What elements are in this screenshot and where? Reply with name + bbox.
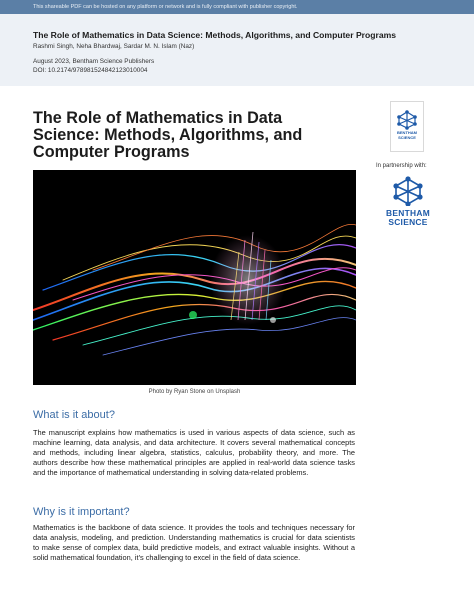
large-logo-line2: SCIENCE [388,217,428,227]
page-title: The Role of Mathematics in Data Science: Methods, Algorithms, and Computer Programs [33,109,303,161]
publisher-logo-small[interactable] [390,101,424,152]
hero-image [33,170,356,385]
publication-doi[interactable]: DOI: 10.2174/97898152484212301000​4 [33,67,148,74]
publication-date: August 2023, Bentham Science Publishers [33,58,155,65]
bentham-molecule-large-icon [380,176,436,206]
publication-meta [33,57,474,75]
small-logo-line1: BENTHAM [397,130,417,135]
partnership-label: In partnership with: [376,163,427,169]
light-painting-image [33,170,356,385]
publication-header [0,14,474,86]
copyright-notice-bar [0,0,474,14]
publication-title[interactable]: The Role of Mathematics in Data Science: Methods, Algorithms, and Computer Programs [33,30,397,40]
image-caption: Photo by Ryan Stone on Unsplash [148,389,241,395]
section-body-why: Mathematics is the backbone of data science. It provides the tools and techniques necessary for data analysis, modeling, and prediction. Understanding mathematics is crucial for data scientists to make sense of complex data, build predictive models, and extract valuable insights. Without a solid mathematical foundation, it's challenging to excel in the field of data science. [33,523,355,562]
section-heading-why: Why is it important? [33,506,130,518]
bentham-molecule-icon [396,110,418,130]
section-heading-what: What is it about? [33,409,115,421]
publication-authors: Rashmi Singh, Neha Bhardwaj, Sardar M. N. Islam (Naz) [33,43,195,50]
copyright-notice: This shareable PDF can be hosted on any platform or network and is fully compliant with publisher copyright. [33,4,298,10]
section-body-what: The manuscript explains how mathematics is used in various aspects of data science, such as machine learning, data analysis, and data architecture. It covers several mathematical concepts and methods, including linear algebra, statistics, calculus, probability theory, and more. The authors describe how these mathematical principles are applied in real-world data science tasks and the importance of mathematical understanding in solving data-related problems. [33,428,355,477]
large-logo-line1: BENTHAM [386,208,430,218]
small-logo-line2: SCIENCE [398,135,416,140]
